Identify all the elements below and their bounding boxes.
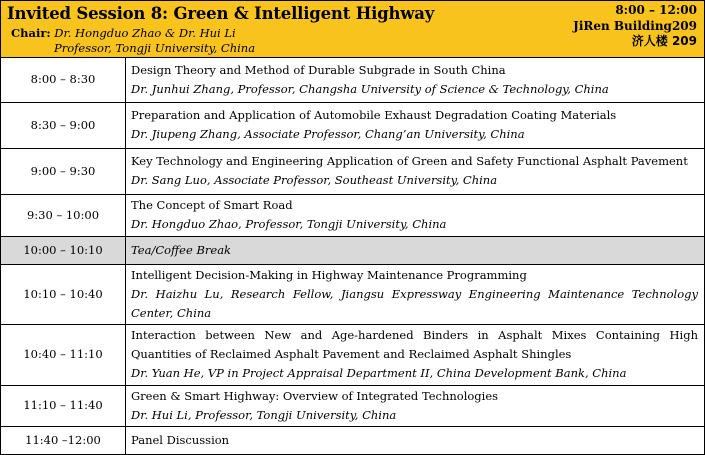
row-time: 11:40 –12:00 xyxy=(1,426,126,454)
row-talk xyxy=(126,58,705,102)
table-row xyxy=(1,426,704,454)
session-time: 8:00 – 12:00 xyxy=(615,3,697,17)
chair-label: Chair: xyxy=(11,26,51,40)
row-talk xyxy=(126,385,705,426)
table-row xyxy=(1,324,704,385)
row-talk xyxy=(126,324,705,385)
row-time: 10:00 – 10:10 xyxy=(1,236,126,264)
row-time: 9:00 – 9:30 xyxy=(1,148,126,194)
talk-title: Design Theory and Method of Durable Subgrade in South China xyxy=(131,62,506,77)
row-time: 11:10 – 11:40 xyxy=(1,385,126,426)
row-time: 10:10 – 10:40 xyxy=(1,264,126,324)
talk-title: Key Technology and Engineering Application of Green and Safety Functional Asphalt Pavement xyxy=(131,154,688,168)
talk-title: Preparation and Application of Automobile Exhaust Degradation Coating Materials xyxy=(131,108,617,122)
table-row xyxy=(1,194,704,236)
break-title: Tea/Coffee Break xyxy=(131,242,232,257)
talk-speaker: Dr. Hui Li, Professor, Tongji University, China xyxy=(131,407,397,422)
talk-speaker: Dr. Hongduo Zhao, Professor, Tongji University, China xyxy=(131,217,447,231)
talk-title: The Concept of Smart Road xyxy=(131,198,293,212)
row-talk xyxy=(126,102,705,148)
talk-title: Interaction between New and Age-hardened Binders in Asphalt Mixes Containing High Quantities of Reclaimed Asphalt Pavement and Reclaimed Asphalt Shingles xyxy=(131,328,698,361)
session-room: JiRen Building209 xyxy=(573,18,697,33)
talk-title: Intelligent Decision-Making in Highway Maintenance Programming xyxy=(131,267,527,282)
talk-speaker: Dr. Junhui Zhang, Professor, Changsha University of Science & Technology, China xyxy=(131,81,609,96)
session-chair xyxy=(11,26,255,56)
talk-speaker: Dr. Sang Luo, Associate Professor, Southeast University, China xyxy=(131,173,498,187)
table-row xyxy=(1,264,704,324)
session-title: Invited Session 8: Green & Intelligent Highway xyxy=(7,4,435,23)
session-room-cn: 济人楼 209 xyxy=(631,34,697,48)
table-row xyxy=(1,385,704,426)
chair-affiliation: Professor, Tongji University, China xyxy=(54,41,256,55)
talk-speaker: Dr. Yuan He, VP in Project Appraisal Department II, China Development Bank, China xyxy=(131,366,627,380)
row-talk xyxy=(126,236,705,264)
row-time: 8:30 – 9:00 xyxy=(1,102,126,148)
row-talk xyxy=(126,426,705,454)
row-talk xyxy=(126,148,705,194)
talk-speaker: Dr. Jiupeng Zhang, Associate Professor, Chang’an University, China xyxy=(131,127,525,141)
talk-title: Panel Discussion xyxy=(131,432,230,447)
talk-speaker: Dr. Haizhu Lu, Research Fellow, Jiangsu Expressway Engineering Maintenance Technology Center, China xyxy=(131,286,698,320)
row-talk xyxy=(126,264,705,324)
session-header xyxy=(1,1,704,58)
break-row xyxy=(1,236,704,264)
chair-names: Dr. Hongduo Zhao & Dr. Hui Li xyxy=(54,26,236,40)
row-time: 8:00 – 8:30 xyxy=(1,58,126,102)
session-meta xyxy=(573,3,697,50)
table-row xyxy=(1,102,704,148)
table-row xyxy=(1,58,704,102)
row-time: 9:30 – 10:00 xyxy=(1,194,126,236)
table-row xyxy=(1,148,704,194)
row-talk xyxy=(126,194,705,236)
schedule-table xyxy=(1,58,704,454)
row-time: 10:40 – 11:10 xyxy=(1,324,126,385)
talk-title: Green & Smart Highway: Overview of Integrated Technologies xyxy=(131,388,499,403)
